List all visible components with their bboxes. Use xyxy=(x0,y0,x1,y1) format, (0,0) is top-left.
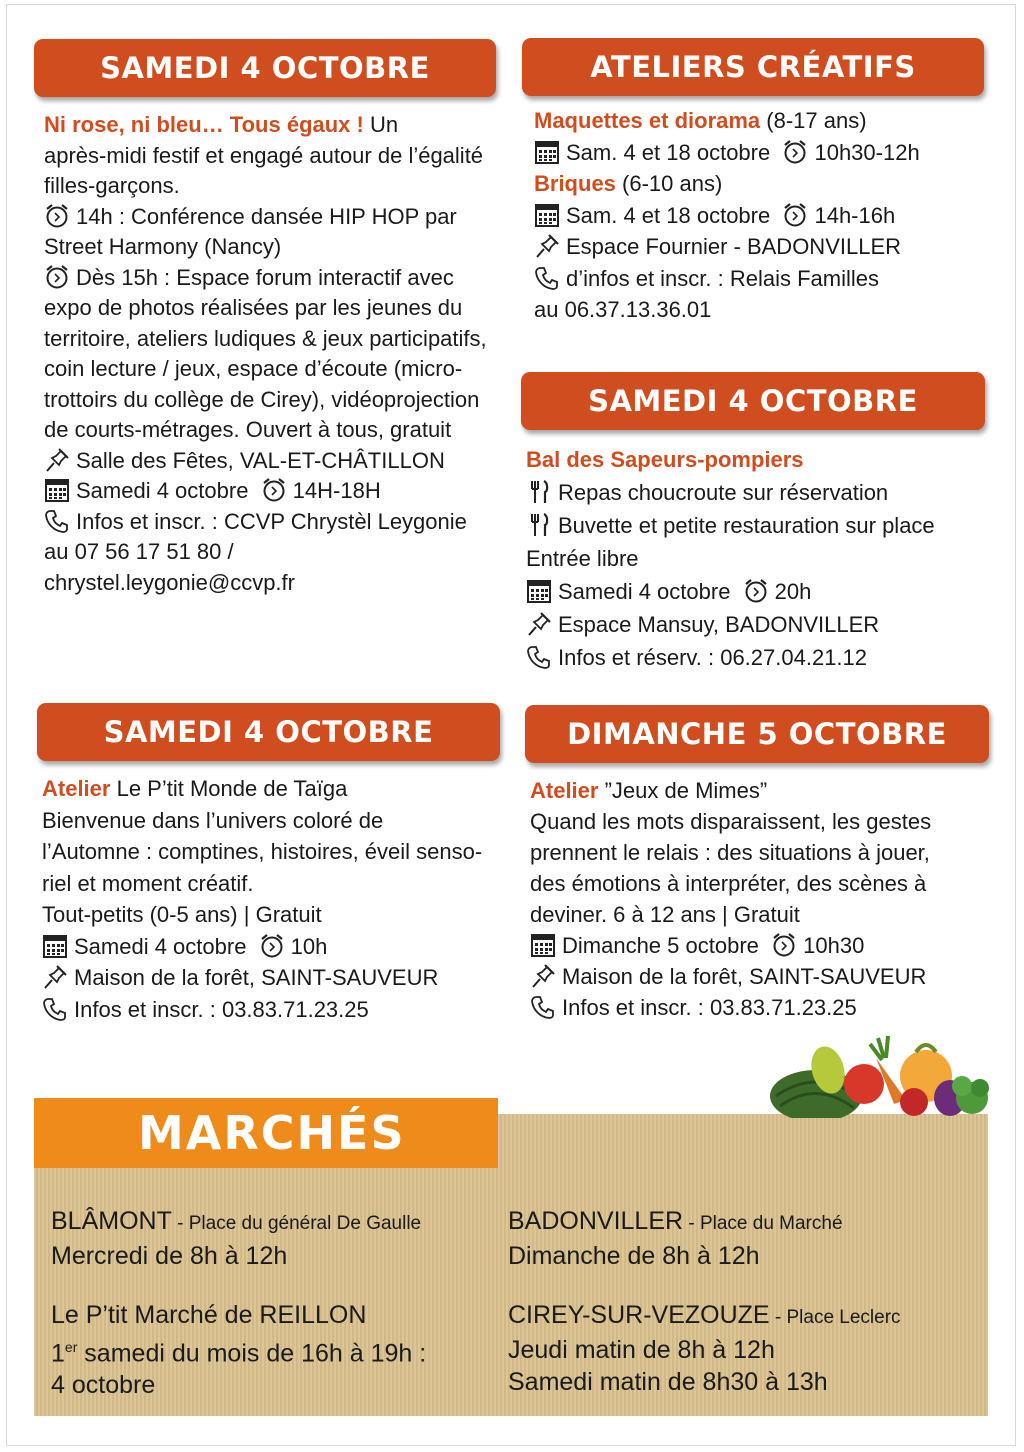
market-schedule: Mercredi de 8h à 12h xyxy=(51,1242,288,1270)
market-place: - Place du général De Gaulle xyxy=(171,1213,422,1234)
event-contact: Infos et inscr. : 03.83.71.23.25 xyxy=(562,995,857,1020)
pushpin-icon xyxy=(42,964,68,990)
event-title-label: Atelier xyxy=(530,778,599,803)
event-mimes xyxy=(530,775,931,1023)
market-town: BLÂMONT xyxy=(51,1207,172,1235)
alarm-clock-icon xyxy=(261,477,287,503)
workshop-contact: au 06.37.13.36.01 xyxy=(534,297,712,322)
event-line: Entrée libre xyxy=(526,546,639,571)
event-place: Maison de la forêt, SAINT-SAUVEUR xyxy=(74,965,439,990)
phone-icon xyxy=(530,994,556,1020)
market-schedule: Jeudi matin de 8h à 12h xyxy=(508,1336,775,1364)
event-date: Samedi 4 octobre xyxy=(76,478,249,503)
event-taiga xyxy=(42,773,482,1025)
market-reillon xyxy=(51,1299,426,1401)
banner-ateliers-creatifs: ATELIERS CRÉATIFS xyxy=(522,38,984,96)
program-line: Dès 15h : Espace forum interactif avec xyxy=(76,264,454,290)
event-title: Ni rose, ni bleu… Tous égaux ! xyxy=(44,112,364,137)
calendar-icon xyxy=(534,202,560,228)
event-title: Bal des Sapeurs-pompiers xyxy=(526,447,804,472)
event-line: l’Automne : comptines, histoires, éveil senso- xyxy=(42,839,483,864)
workshop-title: Maquettes et diorama xyxy=(534,108,761,133)
event-place: Salle des Fêtes, VAL-ET-CHÂTILLON xyxy=(76,447,445,473)
calendar-icon xyxy=(530,932,556,958)
event-line: deviner. 6 à 12 ans | Gratuit xyxy=(530,902,800,927)
market-schedule-num: 1 xyxy=(51,1339,65,1368)
event-line: Tout-petits (0-5 ans) | Gratuit xyxy=(42,902,322,927)
workshop-age: (8-17 ans) xyxy=(760,108,867,133)
event-egalite xyxy=(44,110,487,598)
workshop-date: Sam. 4 et 18 octobre xyxy=(566,139,771,165)
event-line: des émotions à interpréter, des scènes à xyxy=(530,871,927,896)
workshop-time: 10h30-12h xyxy=(814,139,920,165)
market-badonviller xyxy=(508,1205,843,1272)
market-date: 4 octobre xyxy=(51,1371,156,1400)
event-line: Quand les mots disparaissent, les gestes xyxy=(530,809,932,834)
fork-knife-icon xyxy=(526,479,552,505)
event-title: ”Jeux de Mimes” xyxy=(598,778,768,803)
intro-text: Un xyxy=(363,112,399,137)
market-town: CIREY-SUR-VEZOUZE xyxy=(508,1301,770,1329)
program-line: expo de photos réalisées par les jeunes du xyxy=(44,295,463,320)
program-line: coin lecture / jeux, espace d’écoute (micro- xyxy=(44,356,463,381)
event-contact: au 07 56 17 51 80 / xyxy=(44,539,234,564)
banner-samedi-4-octobre-1: SAMEDI 4 OCTOBRE xyxy=(34,39,496,97)
markets-heading: MARCHÉS xyxy=(34,1098,498,1168)
market-schedule: samedi du mois de 16h à 19h : xyxy=(77,1339,427,1368)
banner-samedi-4-octobre-2: SAMEDI 4 OCTOBRE xyxy=(521,372,985,430)
market-town: BADONVILLER xyxy=(508,1207,684,1235)
event-date: Samedi 4 octobre xyxy=(74,933,247,959)
phone-icon xyxy=(534,265,560,291)
workshop-time: 14h-16h xyxy=(814,202,896,228)
pushpin-icon xyxy=(526,611,552,637)
event-date: Samedi 4 octobre xyxy=(558,579,731,604)
market-cirey xyxy=(508,1299,901,1398)
program-line: territoire, ateliers ludiques & jeux participatifs, xyxy=(44,325,487,351)
market-town: Le P’tit Marché de REILLON xyxy=(51,1301,367,1329)
alarm-clock-icon xyxy=(771,932,797,958)
event-line: riel et moment créatif. xyxy=(42,870,254,896)
market-place: - Place Leclerc xyxy=(769,1307,901,1328)
market-schedule: Dimanche de 8h à 12h xyxy=(508,1242,760,1270)
pushpin-icon xyxy=(44,447,70,473)
phone-icon xyxy=(42,996,68,1022)
calendar-icon xyxy=(42,933,68,959)
program-line: de courts-métrages. Ouvert à tous, gratuit xyxy=(44,417,452,442)
event-time: 10h30 xyxy=(803,933,865,958)
event-line: Repas choucroute sur réservation xyxy=(558,480,889,505)
event-contact: Infos et réserv. : 06.27.04.21.12 xyxy=(558,645,868,670)
event-ateliers xyxy=(534,105,920,326)
vegetables-illustration xyxy=(766,1018,990,1118)
event-place: Espace Mansuy, BADONVILLER xyxy=(558,612,880,637)
market-schedule-sup: er xyxy=(64,1339,78,1355)
program-line: trottoirs du collège de Cirey), vidéoprojection xyxy=(44,386,480,412)
event-line: prennent le relais : des situations à jouer, xyxy=(530,840,930,865)
phone-icon xyxy=(526,644,552,670)
event-time: 14H-18H xyxy=(292,478,381,503)
alarm-clock-icon xyxy=(743,578,769,604)
event-contact: chrystel.leygonie@ccvp.fr xyxy=(44,569,295,595)
workshop-date: Sam. 4 et 18 octobre xyxy=(566,202,771,228)
banner-dimanche-5-octobre: DIMANCHE 5 OCTOBRE xyxy=(525,705,989,763)
alarm-clock-icon xyxy=(782,139,808,165)
alarm-clock-icon xyxy=(44,203,70,229)
banner-samedi-4-octobre-3: SAMEDI 4 OCTOBRE xyxy=(37,703,500,761)
pushpin-icon xyxy=(534,233,560,259)
workshop-age: (6-10 ans) xyxy=(615,171,723,196)
program-line: Street Harmony (Nancy) xyxy=(44,234,282,259)
event-time: 20h xyxy=(774,579,812,604)
event-date: Dimanche 5 octobre xyxy=(562,933,759,958)
intro-text: filles-garçons. xyxy=(44,173,180,198)
event-time: 10h xyxy=(290,933,328,959)
intro-text: après-midi festif et engagé autour de l’égalité xyxy=(44,142,484,168)
program-line: 14h : Conférence dansée HIP HOP par xyxy=(76,203,457,229)
event-title-label: Atelier xyxy=(42,776,111,801)
event-contact: Infos et inscr. : 03.83.71.23.25 xyxy=(74,996,369,1022)
pushpin-icon xyxy=(530,963,556,989)
market-schedule: Samedi matin de 8h30 à 13h xyxy=(508,1368,828,1396)
event-line: Buvette et petite restauration sur place xyxy=(558,513,935,538)
event-title: Le P’tit Monde de Taïga xyxy=(110,776,348,801)
event-bal-pompiers xyxy=(526,443,935,674)
phone-icon xyxy=(44,508,70,534)
alarm-clock-icon xyxy=(44,264,70,290)
market-place: - Place du Marché xyxy=(683,1213,843,1234)
event-contact: Infos et inscr. : CCVP Chrystèl Leygonie xyxy=(76,508,467,534)
event-line: Bienvenue dans l’univers coloré de xyxy=(42,807,384,833)
workshop-title: Briques xyxy=(534,171,616,196)
alarm-clock-icon xyxy=(782,202,808,228)
fork-knife-icon xyxy=(526,512,552,538)
alarm-clock-icon xyxy=(259,933,285,959)
calendar-icon xyxy=(534,139,560,165)
calendar-icon xyxy=(44,477,70,503)
event-place: Maison de la forêt, SAINT-SAUVEUR xyxy=(562,964,927,989)
workshop-contact: d’infos et inscr. : Relais Familles xyxy=(566,265,879,291)
market-blamont xyxy=(51,1205,421,1272)
workshop-place: Espace Fournier - BADONVILLER xyxy=(566,234,902,259)
calendar-icon xyxy=(526,578,552,604)
